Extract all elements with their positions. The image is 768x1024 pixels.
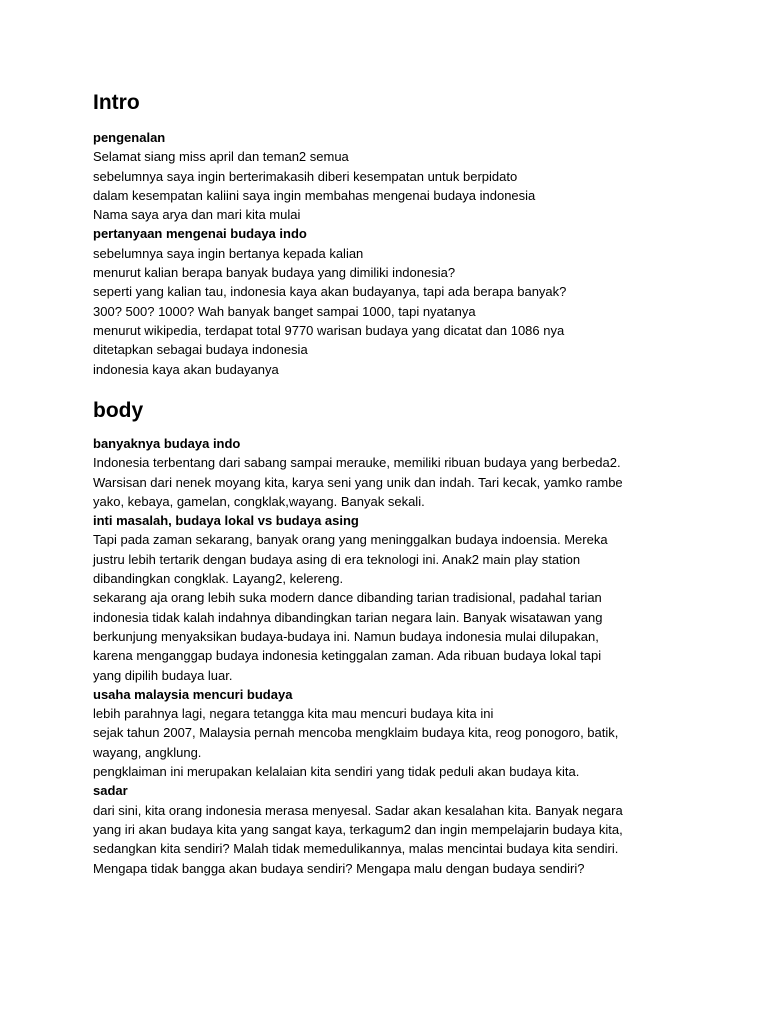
text-line: lebih parahnya lagi, negara tetangga kita mau mencuri budaya kita ini (93, 706, 494, 722)
text-line: Mengapa tidak bangga akan budaya sendiri? Mengapa malu dengan budaya sendiri? (93, 860, 585, 876)
subheading-line: pertanyaan mengenai budaya indo (93, 226, 307, 242)
text-line: Tapi pada zaman sekarang, banyak orang yang meninggalkan budaya indoensia. Mereka (93, 532, 608, 548)
text-line: dalam kesempatan kaliini saya ingin membahas mengenai budaya indonesia (93, 187, 536, 203)
intro-heading: Intro (93, 91, 140, 114)
text-line: pengklaiman ini merupakan kelalaian kita sendiri yang tidak peduli akan budaya kita. (93, 764, 580, 780)
text-line: ditetapkan sebagai budaya indonesia (93, 342, 308, 358)
text-line: seperti yang kalian tau, indonesia kaya akan budayanya, tapi ada berapa banyak? (93, 284, 567, 300)
subheading-line: sadar (93, 783, 128, 799)
text-line: sebelumnya saya ingin berterimakasih diberi kesempatan untuk berpidato (93, 168, 518, 184)
text-line: yang dipilih budaya luar. (93, 667, 233, 683)
text-line: dibandingkan congklak. Layang2, kelereng. (93, 571, 344, 587)
body-heading: body (93, 399, 144, 422)
subheading-line: banyaknya budaya indo (93, 436, 241, 451)
text-line: dari sini, kita orang indonesia merasa menyesal. Sadar akan kesalahan kita. Banyak negara (93, 802, 623, 818)
subheading-line: pengenalan (93, 130, 166, 145)
text-line: menurut kalian berapa banyak budaya yang dimiliki indonesia? (93, 265, 456, 281)
text-line: menurut wikipedia, terdapat total 9770 warisan budaya yang dicatat dan 1086 nya (93, 322, 565, 338)
text-line: indonesia tidak kalah indahnya dibandingkan tarian negara lain. Banyak wisatawan yang (93, 609, 603, 625)
text-line: Selamat siang miss april dan teman2 semua (93, 149, 349, 165)
body-content (93, 434, 733, 878)
text-line: karena menganggap budaya indonesia ketinggalan zaman. Ada ribuan budaya lokal tapi (93, 648, 602, 664)
text-line: 300? 500? 1000? Wah banyak banget sampai 1000, tapi nyatanya (93, 303, 476, 319)
text-line: justru lebih tertarik dengan budaya asing di era teknologi ini. Anak2 main play station (93, 551, 581, 567)
text-line: berkunjung menyaksikan budaya-budaya ini. Namun budaya indonesia mulai dilupakan, (93, 628, 599, 644)
text-line: Indonesia terbentang dari sabang sampai merauke, memiliki ribuan budaya yang berbeda2. (93, 455, 621, 471)
text-line: yang iri akan budaya kita yang sangat kaya, terkagum2 dan ingin mempelajarin budaya kita, (93, 821, 623, 837)
text-line: indonesia kaya akan budayanya (93, 361, 279, 377)
text-line: Warsisan dari nenek moyang kita, karya seni yang unik dan indah. Tari kecak, yamko rambe (93, 474, 623, 490)
text-line: sebelumnya saya ingin bertanya kepada kalian (93, 245, 364, 261)
subheading-line: inti masalah, budaya lokal vs budaya asing (93, 513, 359, 529)
text-line: sedangkan kita sendiri? Malah tidak memedulikannya, malas mencintai budaya kita sendiri. (93, 841, 619, 857)
subheading-line: usaha malaysia mencuri budaya (93, 686, 293, 702)
text-line: sejak tahun 2007, Malaysia pernah mencoba mengklaim budaya kita, reog ponogoro, batik, (93, 725, 619, 741)
text-line: yako, kebaya, gamelan, congklak,wayang. Banyak sekali. (93, 493, 425, 509)
intro-content (93, 128, 733, 379)
text-line: wayang, angklung. (93, 744, 202, 760)
text-line: Nama saya arya dan mari kita mulai (93, 207, 301, 223)
text-line: sekarang aja orang lebih suka modern dance dibanding tarian tradisional, padahal tarian (93, 590, 602, 606)
